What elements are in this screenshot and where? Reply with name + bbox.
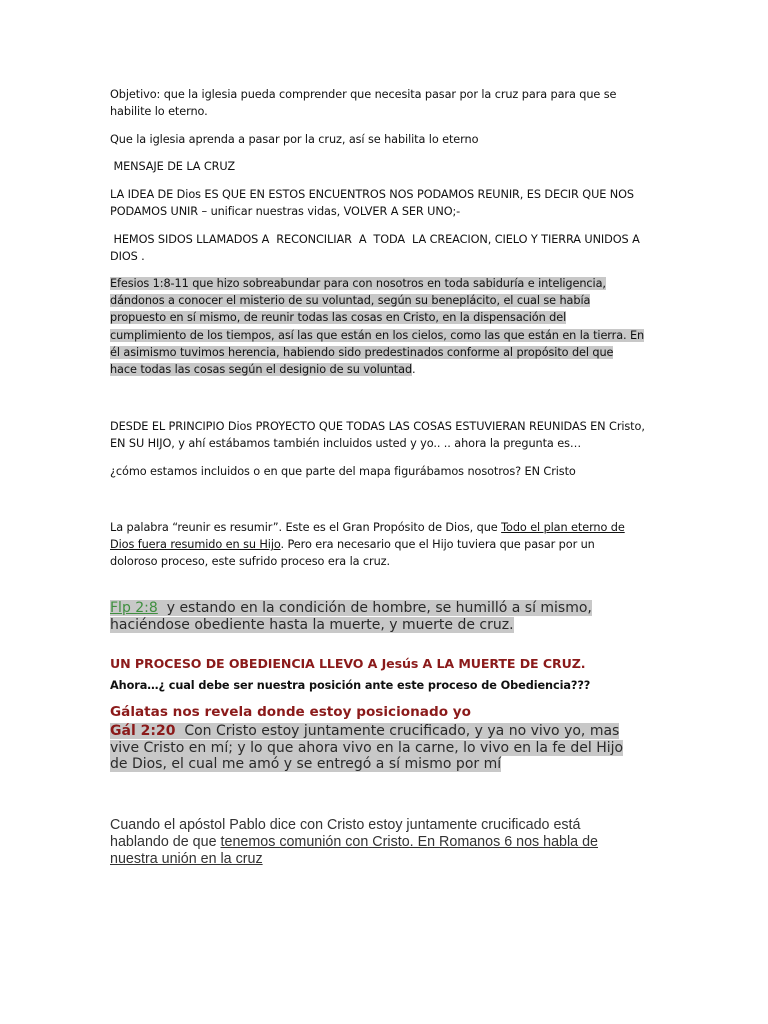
efesios-line-2: dándonos a conocer el misterio de su voluntad, según su beneplácito, el cual se había [110, 294, 591, 308]
efesios-line-4: cumplimiento de los tiempos, así las que están en los cielos, como las que están en la tierra. En [110, 328, 645, 342]
principio-paragraph [110, 418, 662, 452]
idea-line-1: LA IDEA DE Dios ES QUE EN ESTOS ENCUENTROS NOS PODAMOS REUNIR, ES DECIR QUE NOS [110, 188, 634, 201]
proceso-heading-text: UN PROCESO DE OBEDIENCIA LLEVO A Jesús A LA MUERTE DE CRUZ. [110, 656, 586, 671]
palabra-paragraph [110, 519, 662, 571]
flp-reference-link[interactable]: Flp 2:8 [110, 600, 158, 616]
ahora-text: Ahora…¿ cual debe ser nuestra posición ante este proceso de Obediencia??? [110, 679, 591, 692]
gal-line-3: de Dios, el cual me amó y se entregó a sí mismo por mí [110, 756, 502, 772]
pablo-paragraph [110, 817, 662, 867]
ahora-paragraph [110, 677, 662, 694]
palabra-line-2b: . Pero era necesario que el Hijo tuviera que pasar por un [280, 538, 595, 552]
efesios-line-1: Efesios 1:8-11 que hizo sobreabundar para con nosotros en toda sabiduría e inteligencia, [110, 277, 606, 290]
objetivo-line-2: habilite lo eterno. [110, 105, 208, 119]
pablo-line-3-underlined: nuestra unión en la cruz [110, 850, 263, 867]
llamados-line-1: HEMOS SIDOS LLAMADOS A RECONCILIAR A TODA LA CREACION, CIELO Y TIERRA UNIDOS A [110, 233, 640, 246]
flp-paragraph [110, 600, 662, 633]
gal-line-1: Con Cristo estoy juntamente crucificado, y ya no vivo yo, mas [175, 723, 620, 739]
mensaje-title-text: MENSAJE DE LA CRUZ [110, 160, 236, 173]
gal-line-2: vive Cristo en mí; y lo que ahora vivo en la carne, lo vivo en la fe del Hijo [110, 739, 624, 756]
palabra-line-3: doloroso proceso, este sufrido proceso era la cruz. [110, 555, 390, 569]
llamados-paragraph [110, 231, 662, 265]
pablo-line-2a: hablando de que [110, 833, 221, 850]
pablo-line-1: Cuando el apóstol Pablo dice con Cristo estoy juntamente crucificado está [110, 817, 581, 833]
proceso-heading [110, 656, 670, 671]
palabra-line-2-underlined: Dios fuera resumido en su Hijo [110, 538, 281, 552]
mensaje-title [110, 158, 662, 175]
palabra-line-1a: La palabra “reunir es resumir”. Este es el Gran Propósito de Dios, que [110, 521, 502, 534]
idea-line-2: PODAMOS UNIR – unificar nuestras vidas, VOLVER A SER UNO;- [110, 205, 461, 219]
objetivo-line-1: Objetivo: que la iglesia pueda comprender que necesita pasar por la cruz para para que se [110, 88, 617, 101]
efesios-line-6: hace todas las cosas según el designio de su voluntad [110, 363, 413, 377]
pregunta-paragraph [110, 463, 662, 480]
efesios-line-3: propuesto en sí mismo, de reunir todas las cosas en Cristo, en la dispensación del [110, 311, 567, 325]
principio-line-1: DESDE EL PRINCIPIO Dios PROYECTO QUE TODAS LAS COSAS ESTUVIERAN REUNIDAS EN Cristo, [110, 420, 645, 433]
efesios-paragraph [110, 275, 670, 378]
gal-reference: Gál 2:20 [110, 723, 176, 739]
intro-paragraph [110, 131, 662, 148]
objetivo-paragraph [110, 86, 662, 120]
principio-line-2: EN SU HIJO, y ahí estábamos también incluidos usted y yo.. .. ahora la pregunta es… [110, 437, 582, 451]
pregunta-text: ¿cómo estamos incluidos o en que parte del mapa figurábamos nosotros? EN Cristo [110, 465, 576, 478]
pablo-line-2-underlined: tenemos comunión con Cristo. En Romanos 6 nos habla de [220, 833, 599, 850]
flp-line-2: haciéndose obediente hasta la muerte, y muerte de cruz. [110, 616, 514, 633]
galatas-heading-text: Gálatas nos revela donde estoy posicionado yo [110, 704, 471, 720]
flp-line-1: y estando en la condición de hombre, se humilló a sí mismo, [157, 600, 592, 616]
efesios-trail: . [412, 363, 416, 377]
galatas-heading [110, 704, 662, 720]
palabra-line-1-underlined: Todo el plan eterno de [501, 521, 625, 534]
idea-paragraph [110, 186, 662, 220]
gal-paragraph [110, 723, 662, 773]
efesios-line-5: él asimismo tuvimos herencia, habiendo sido predestinados conforme al propósito del que [110, 345, 614, 359]
llamados-line-2: DIOS . [110, 250, 145, 264]
intro-text: Que la iglesia aprenda a pasar por la cruz, así se habilita lo eterno [110, 133, 479, 146]
